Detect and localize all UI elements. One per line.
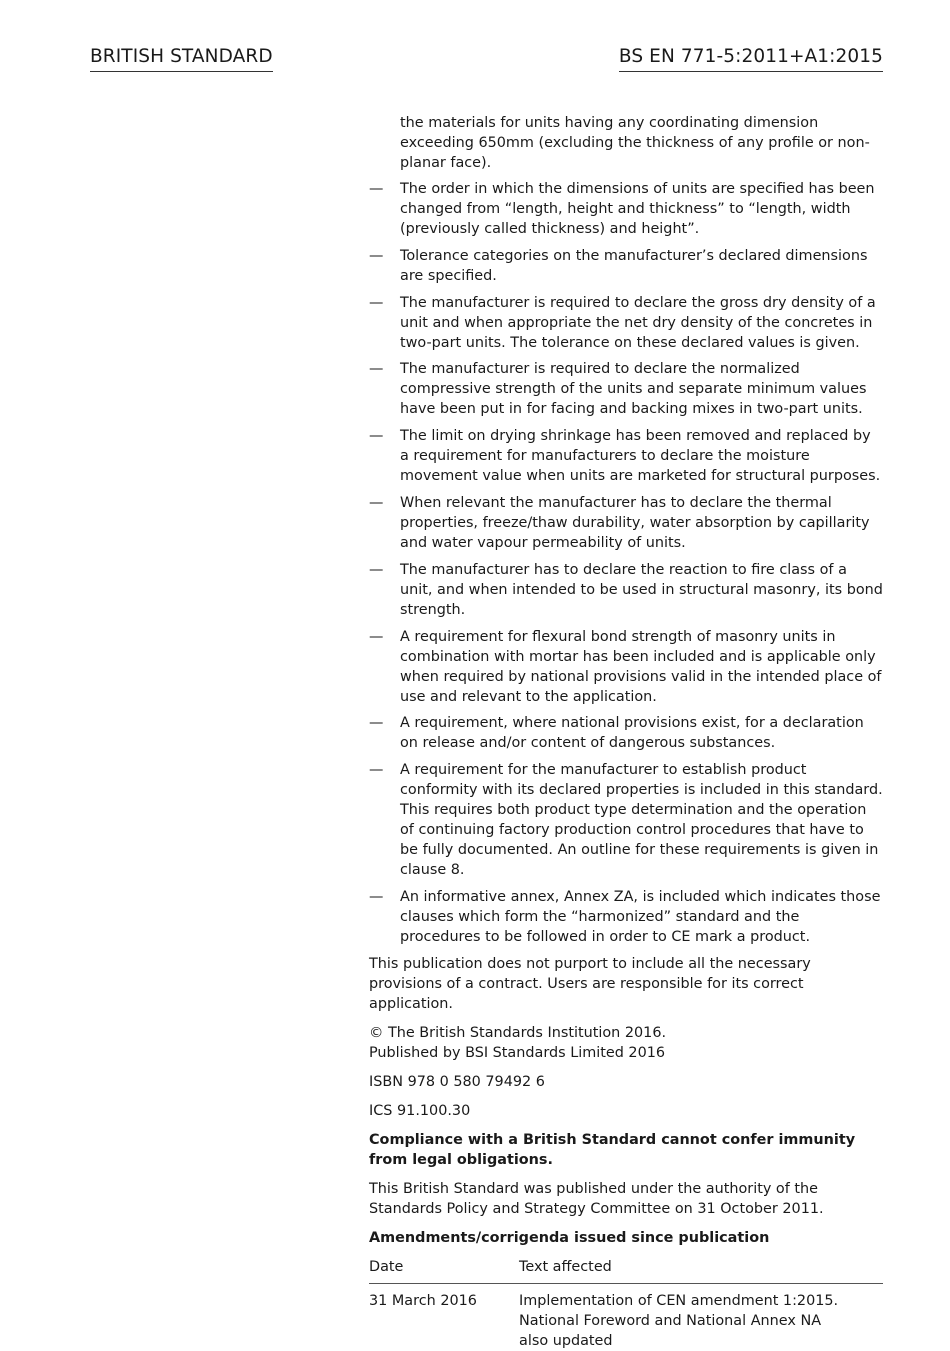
amendments-title: Amendments/corrigenda issued since publication <box>369 1229 770 1246</box>
dash-bullet-icon: — <box>369 762 384 779</box>
amendment-date: 31 March 2016 <box>369 1292 477 1309</box>
list-item-text: When relevant the manufacturer has to declare the thermal properties, freeze/thaw durability, water absorption by capillarity and water vapour permeability of units. <box>400 494 870 551</box>
list-item <box>369 713 883 753</box>
list-item <box>369 246 883 286</box>
amendments-table <box>369 1257 883 1351</box>
dash-bullet-icon: — <box>369 361 384 378</box>
dash-bullet-icon: — <box>369 247 384 264</box>
column-header-date: Date <box>369 1257 519 1284</box>
list-item-text: The order in which the dimensions of units are specified has been changed from “length, height and thickness” to “length, width (previously called thickness) and height”. <box>400 181 875 237</box>
amendment-text-line: Implementation of CEN amendment 1:2015. <box>519 1292 839 1309</box>
list-item-text: A requirement for flexural bond strength of masonry units in combination with mortar has been included and is applicable only when required by national provisions valid in the intended place of use and relevant to the application. <box>400 628 882 705</box>
list-item-text: A requirement for the manufacturer to establish product conformity with its declared properties is included in this standard. This requires both product type determination and the operation of continuing factory production control procedures that have to be fully documented. An outline for these requirements is given in clause 8. <box>400 762 883 879</box>
list-item-text: The limit on drying shrinkage has been removed and replaced by a requirement for manufacturers to declare the moisture movement value when units are marketed for structural purposes. <box>400 428 881 485</box>
list-item <box>369 293 883 353</box>
table-row <box>369 1283 883 1351</box>
header-standard-label: BRITISH STANDARD <box>90 46 273 72</box>
list-item <box>369 760 883 880</box>
list-item-text: The manufacturer is required to declare the gross dry density of a unit and when appropriate the net dry density of the concretes in two-part units. The tolerance on these declared values is given. <box>400 294 876 351</box>
dash-bullet-icon: — <box>369 715 384 732</box>
list-item <box>369 493 883 553</box>
ics: ICS 91.100.30 <box>369 1102 471 1119</box>
copyright-line: © The British Standards Institution 2016. <box>369 1024 667 1041</box>
list-item <box>369 359 883 419</box>
list-item <box>369 560 883 620</box>
list-item <box>369 887 883 947</box>
dash-bullet-icon: — <box>369 561 384 578</box>
amendment-text-line: also updated <box>519 1332 613 1349</box>
amendment-text-line: National Foreword and National Annex NA <box>519 1312 822 1329</box>
isbn: ISBN 978 0 580 79492 6 <box>369 1073 545 1090</box>
dash-bullet-icon: — <box>369 494 384 511</box>
dash-bullet-icon: — <box>369 294 384 311</box>
dash-bullet-icon: — <box>369 428 384 445</box>
publisher-line: Published by BSI Standards Limited 2016 <box>369 1044 666 1061</box>
copyright-block <box>369 1023 883 1063</box>
list-item <box>369 426 883 486</box>
continued-paragraph: the materials for units having any coordinating dimension exceeding 650mm (excluding the thickness of any profile or non-planar face). <box>400 115 870 171</box>
changes-list <box>369 179 883 947</box>
column-header-text-affected: Text affected <box>519 1257 883 1284</box>
dash-bullet-icon: — <box>369 628 384 645</box>
list-item <box>369 627 883 707</box>
amendments-header-row <box>369 1257 883 1284</box>
list-item-text: An informative annex, Annex ZA, is included which indicates those clauses which form the “harmonized” standard and the procedures to be followed in order to CE mark a product. <box>400 888 881 945</box>
list-item <box>369 179 883 239</box>
contract-note: This publication does not purport to include all the necessary provisions of a contract. Users are responsible for its correct application. <box>369 955 811 1012</box>
dash-bullet-icon: — <box>369 181 384 197</box>
list-item-text: The manufacturer is required to declare the normalized compressive strength of the units and separate minimum values have been put in for facing and backing mixes in two-part units. <box>400 361 867 418</box>
list-item-text: A requirement, where national provisions exist, for a declaration on release and/or content of dangerous substances. <box>400 715 864 752</box>
compliance-statement: Compliance with a British Standard cannot confer immunity from legal obligations. <box>369 1131 856 1168</box>
header-standard-number: BS EN 771-5:2011+A1:2015 <box>619 46 883 72</box>
list-item-text: The manufacturer has to declare the reaction to fire class of a unit, and when intended to be used in structural masonry, its bond strength. <box>400 561 883 618</box>
amendment-text-affected <box>519 1283 883 1351</box>
main-content <box>369 113 883 1351</box>
dash-bullet-icon: — <box>369 888 384 905</box>
authority-statement: This British Standard was published under the authority of the Standards Policy and Strategy Committee on 31 October 2011. <box>369 1180 824 1217</box>
list-item-text: Tolerance categories on the manufacturer’s declared dimensions are specified. <box>400 247 868 284</box>
